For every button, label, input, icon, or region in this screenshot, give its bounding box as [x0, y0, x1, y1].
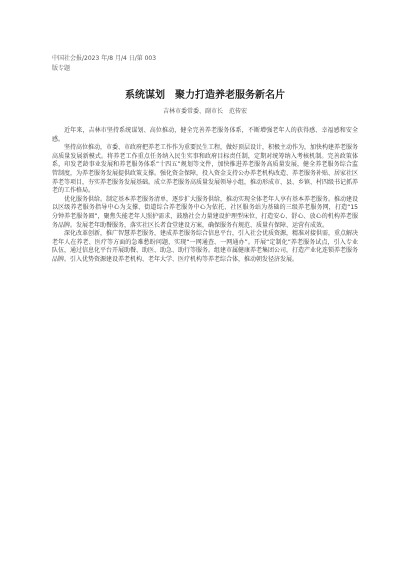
article-byline: 吉林市委常委、副市长 范传宏 — [162, 108, 247, 115]
section-line: 版专题 — [52, 65, 71, 72]
article-body — [52, 127, 358, 265]
paragraph: 坚持高位推动，市委、市政府把养老工作作为重要民生工程，做好顶层设计，积极主动作为，加快构建养老服务高质量发展新模式。将养老工作重点任务纳入民生实事和政府目标责任制，定期对统筹纳入考核机制。完善政策体系，印发老龄事业发展和养老服务体系“十四五”规划等文件，加快推进养老服务高质量发展，健全养老服务综合监管制度，为养老服务发展提供政策支撑。强化资金保障，投入资金支持公办养老机构改造、养老服务补贴、居家社区养老等项目，夯实养老服务发展基础。成立养老服务高质量发展领导小组，推动形成市、县、乡镇、村四级书记抓养老的工作格局。 — [52, 144, 359, 195]
paragraph: 深化改革创新，推广智慧养老服务，建成养老服务综合信息平台，引入社会优质资源，精准对接供需，重点解决老年人在养老、医疗等方面的急难愁盼问题，实现“一网通查、一网通办”。开展“定制化”养老服务试点，引入专业队伍，通过信息化平台开展助餐、助医、助急、助行等服务。组建市属健康养老集团公司，打造产业化连锁养老服务品牌。引入优势资源建设养老机构、老年大学、医疗机构等养老综合体，推动朝发径济发展。 — [52, 230, 359, 263]
source-meta — [52, 54, 156, 74]
paragraph: 近年来，吉林市坚持系统谋划、高位推动，健全完善养老服务体系，不断增强老年人的获得感、幸福感和安全感。 — [52, 127, 358, 143]
paragraph: 优化服务供给。制定基本养老服务清单，逐步扩大服务供给，推动实现全体老年人享有基本养老服务。推动建设以区级养老服务指导中心为支撑、街道综合养老服务中心为依托、社区服务站为基础的三级养老服务网，打造“15 分钟养老服务圈”，聚焦失能老年人照护需求，鼓励社会力量建设护理型床位，打造安心、舒心、放心的机构养老服务品牌。发展老年助餐服务，落实社区长者食堂建设方案，确保服务有规范、质量有保障、运营有成效。 — [52, 195, 359, 229]
source-line: 中国社会报/2023 年/8 月/4 日/第 003 — [52, 55, 157, 62]
article-title: 系统谋划 聚力打造养老服务新名片 — [125, 90, 285, 101]
